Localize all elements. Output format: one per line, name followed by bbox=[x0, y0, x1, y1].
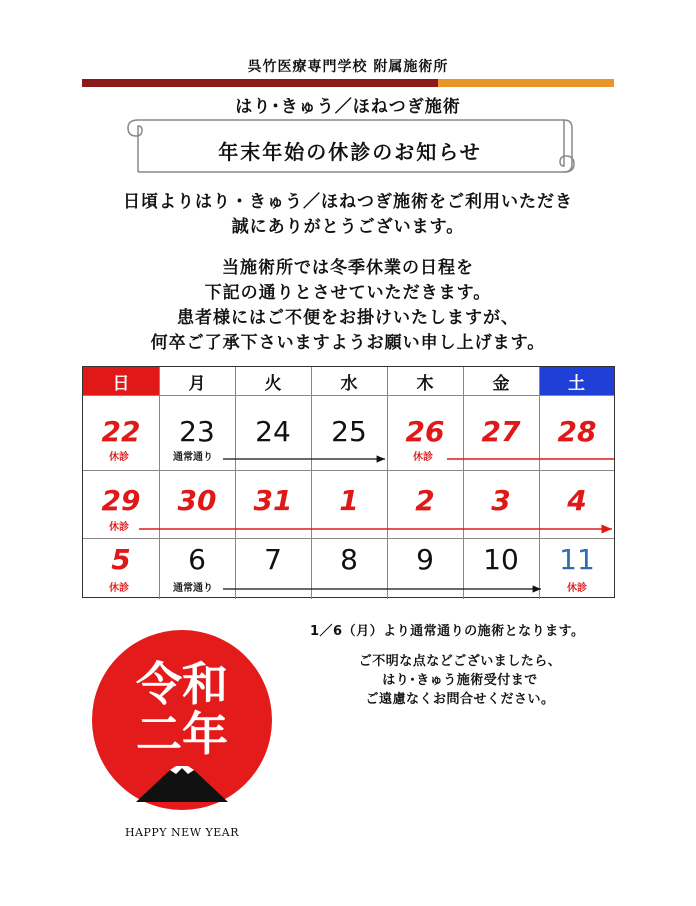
happy-new-year: HAPPY NEW YEAR bbox=[124, 826, 240, 839]
date-cell: 5 bbox=[111, 543, 131, 576]
date-cell: 26 bbox=[405, 415, 445, 448]
contact-notice bbox=[300, 652, 620, 709]
notice-line-2: 下記の通りとさせていただきます。 bbox=[204, 283, 492, 303]
date-cell: 7 bbox=[264, 543, 282, 576]
closed-label: 休診 bbox=[109, 452, 129, 463]
grid-line bbox=[83, 538, 614, 539]
date-cell: 31 bbox=[253, 484, 293, 517]
weekday-tue: 火 bbox=[264, 373, 282, 394]
department-name: はり･きゅう／ほねつぎ施術 bbox=[235, 97, 461, 117]
date-cell: 25 bbox=[331, 415, 367, 448]
weekday-mon: 月 bbox=[188, 373, 206, 394]
date-cell: 2 bbox=[415, 484, 435, 517]
header-bar-left bbox=[82, 79, 438, 87]
date-cell: 29 bbox=[101, 484, 141, 517]
header-bar-right bbox=[438, 79, 614, 87]
weekday-fri: 金 bbox=[492, 373, 510, 394]
weekday-sun: 日 bbox=[83, 367, 159, 395]
school-name: 呉竹医療専門学校 附属施術所 bbox=[247, 59, 449, 75]
date-cell: 11 bbox=[559, 543, 595, 576]
contact-line-2: はり･きゅう施術受付まで bbox=[382, 673, 538, 688]
open-label: 通常通り bbox=[173, 583, 213, 594]
grid-line bbox=[83, 395, 614, 396]
weekday-wed: 水 bbox=[340, 373, 358, 394]
date-cell: 27 bbox=[481, 415, 521, 448]
holiday-calendar bbox=[82, 366, 615, 598]
new-year-badge bbox=[90, 628, 274, 820]
closed-label: 休診 bbox=[109, 583, 129, 594]
intro-line-2: 誠にありがとうございます。 bbox=[231, 217, 465, 237]
intro-text bbox=[0, 190, 696, 240]
contact-line-1: ご不明な点などございましたら、 bbox=[358, 654, 562, 669]
closed-label: 休診 bbox=[109, 522, 129, 533]
notice-line-3: 患者様にはご不便をお掛けいたしますが、 bbox=[177, 308, 519, 328]
date-cell: 22 bbox=[101, 415, 141, 448]
date-cell: 23 bbox=[179, 415, 215, 448]
notice-text bbox=[0, 256, 696, 356]
intro-line-1: 日頃よりはり・きゅう／ほねつぎ施術をご利用いただき bbox=[123, 192, 573, 212]
date-cell: 8 bbox=[340, 543, 358, 576]
closed-label: 休診 bbox=[567, 583, 587, 594]
date-cell: 30 bbox=[177, 484, 217, 517]
contact-line-3: ご遠慮なくお問合せください。 bbox=[365, 692, 555, 707]
notice-title: 年末年始の休診のお知らせ bbox=[218, 140, 482, 164]
date-cell: 1 bbox=[339, 484, 359, 517]
notice-line-4: 何卒ご了承下さいますようお願い申し上げます。 bbox=[150, 333, 546, 353]
date-cell: 10 bbox=[483, 543, 519, 576]
notice-line-1: 当施術所では冬季休業の日程を bbox=[222, 258, 474, 278]
date-cell: 28 bbox=[557, 415, 597, 448]
open-label: 通常通り bbox=[173, 452, 213, 463]
date-cell: 3 bbox=[491, 484, 511, 517]
era-top: 令和 bbox=[136, 657, 228, 711]
resume-notice: 1／6（月）より通常通りの施術となります。 bbox=[310, 624, 585, 639]
grid-line bbox=[83, 470, 614, 471]
closed-label: 休診 bbox=[413, 452, 433, 463]
weekday-thu: 木 bbox=[416, 373, 434, 394]
date-cell: 6 bbox=[188, 543, 206, 576]
date-cell: 9 bbox=[416, 543, 434, 576]
era-bottom: 二年 bbox=[136, 707, 228, 761]
date-cell: 24 bbox=[255, 415, 291, 448]
weekday-sat: 土 bbox=[539, 367, 614, 395]
date-cell: 4 bbox=[567, 484, 587, 517]
